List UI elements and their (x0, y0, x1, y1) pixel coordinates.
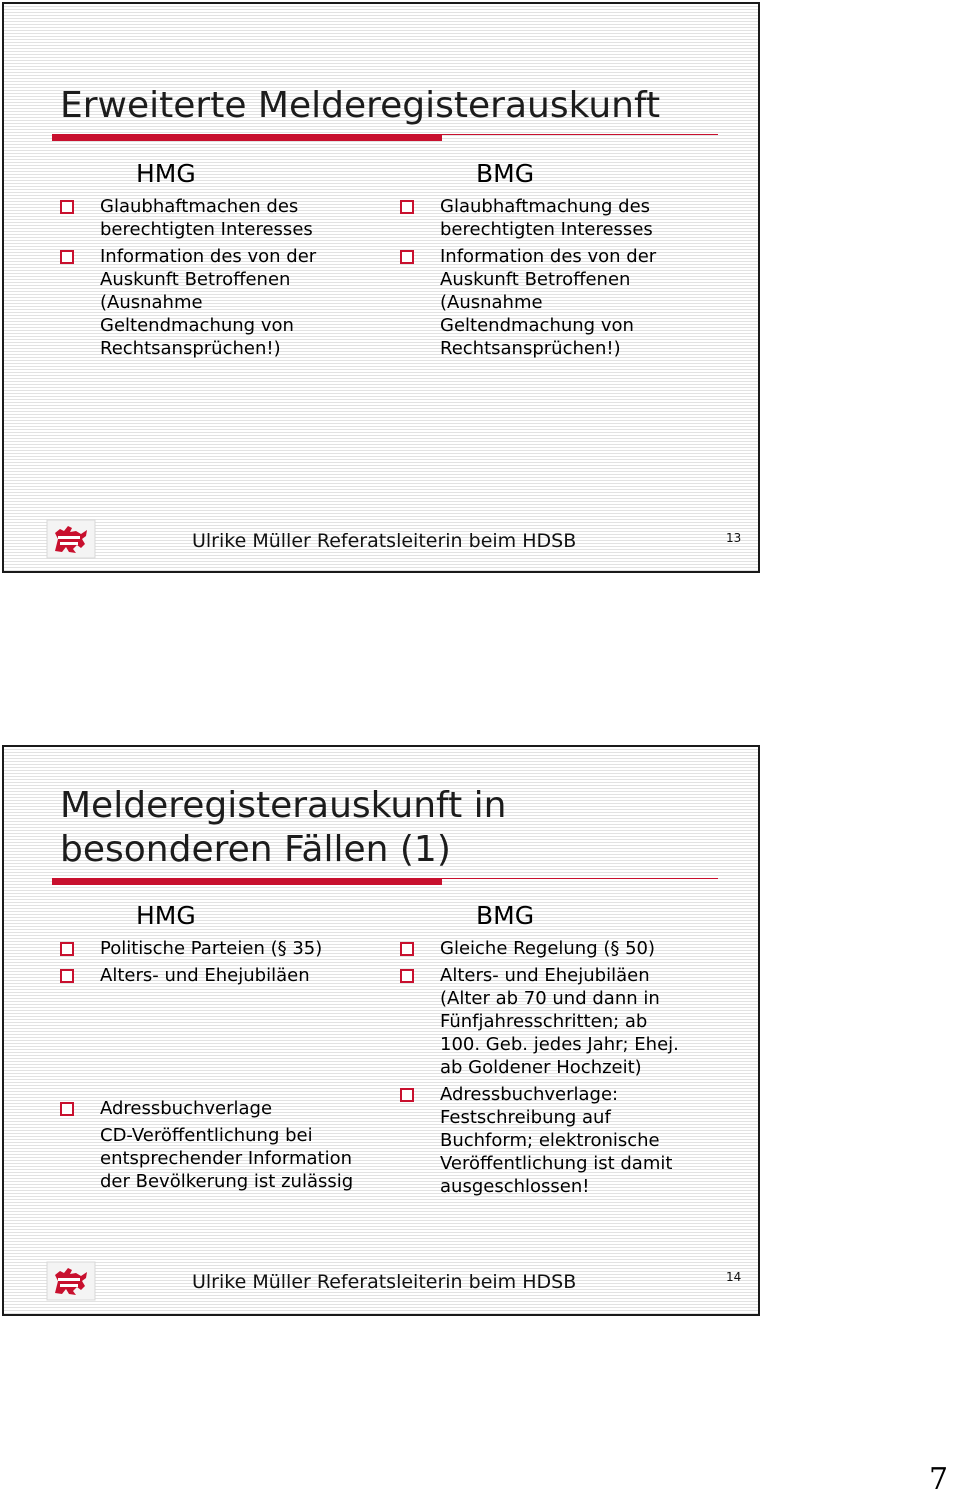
slide-title: Melderegisterauskunft in besonderen Fällen (1) (60, 785, 507, 870)
bullet-item: Alters- und Ehejubiläen (60, 964, 380, 987)
bullet-item: Gleiche Regelung (§ 50) (400, 937, 690, 960)
column-heading-hmg: HMG (136, 901, 196, 930)
bullet-square-icon (400, 200, 414, 214)
slide-number: 13 (726, 531, 742, 545)
column-heading-bmg: BMG (476, 159, 535, 188)
footer-author: Ulrike Müller Referatsleiterin beim HDSB (192, 530, 577, 552)
document-page-number: 7 (929, 1462, 949, 1497)
hmg-column (60, 159, 322, 364)
hessen-lion-logo (46, 1261, 96, 1301)
bullet-item: Information des von der Auskunft Betroffenen (Ausnahme Geltendmachung von Rechtsansprüchen!) (400, 245, 690, 360)
bullet-square-icon (60, 942, 74, 956)
bullet-item: Adressbuchverlage: Festschreibung auf Buchform; elektronische Veröffentlichung ist damit ausgeschlossen! (400, 1083, 690, 1198)
footer-author: Ulrike Müller Referatsleiterin beim HDSB (192, 1271, 577, 1293)
bullet-square-icon (60, 250, 74, 264)
hessen-lion-logo (46, 519, 96, 559)
bullet-item: Glaubhaftmachung des berechtigten Interesses (400, 195, 690, 241)
bullet-item: Glaubhaftmachen des berechtigten Interesses (60, 195, 322, 241)
title-rule-thin (442, 878, 718, 879)
bullet-square-icon (400, 942, 414, 956)
slide-number: 14 (726, 1270, 742, 1284)
bullet-item: Alters- und Ehejubiläen (Alter ab 70 und dann in Fünfjahresschritten; ab 100. Geb. jedes Jahr; Ehej. ab Goldener Hochzeit) (400, 964, 690, 1079)
column-heading-bmg: BMG (476, 901, 535, 930)
bullet-square-icon (60, 200, 74, 214)
column-heading-hmg: HMG (136, 159, 196, 188)
bullet-item: Adressbuchverlage (60, 1097, 380, 1120)
bullet-square-icon (60, 969, 74, 983)
bullet-square-icon (60, 1102, 74, 1116)
title-rule-accent (52, 878, 442, 885)
bmg-column (400, 159, 690, 364)
bullet-square-icon (400, 969, 414, 983)
title-rule-accent (52, 134, 442, 141)
bullet-item: Politische Parteien (§ 35) (60, 937, 380, 960)
bullet-square-icon (400, 250, 414, 264)
bmg-column (400, 901, 690, 1202)
cd-note: CD-Veröffentlichung bei entsprechender Information der Bevölkerung ist zulässig (100, 1125, 354, 1192)
bullet-square-icon (400, 1088, 414, 1102)
hmg-column (60, 901, 380, 1193)
spacer (60, 991, 380, 1097)
slide-title: Erweiterte Melderegisterauskunft (60, 85, 661, 126)
bullet-item: Information des von der Auskunft Betroffenen (Ausnahme Geltendmachung von Rechtsansprüchen!) (60, 245, 322, 360)
title-rule-thin (442, 134, 718, 135)
slide-13 (2, 2, 760, 573)
slide-14 (2, 745, 760, 1316)
